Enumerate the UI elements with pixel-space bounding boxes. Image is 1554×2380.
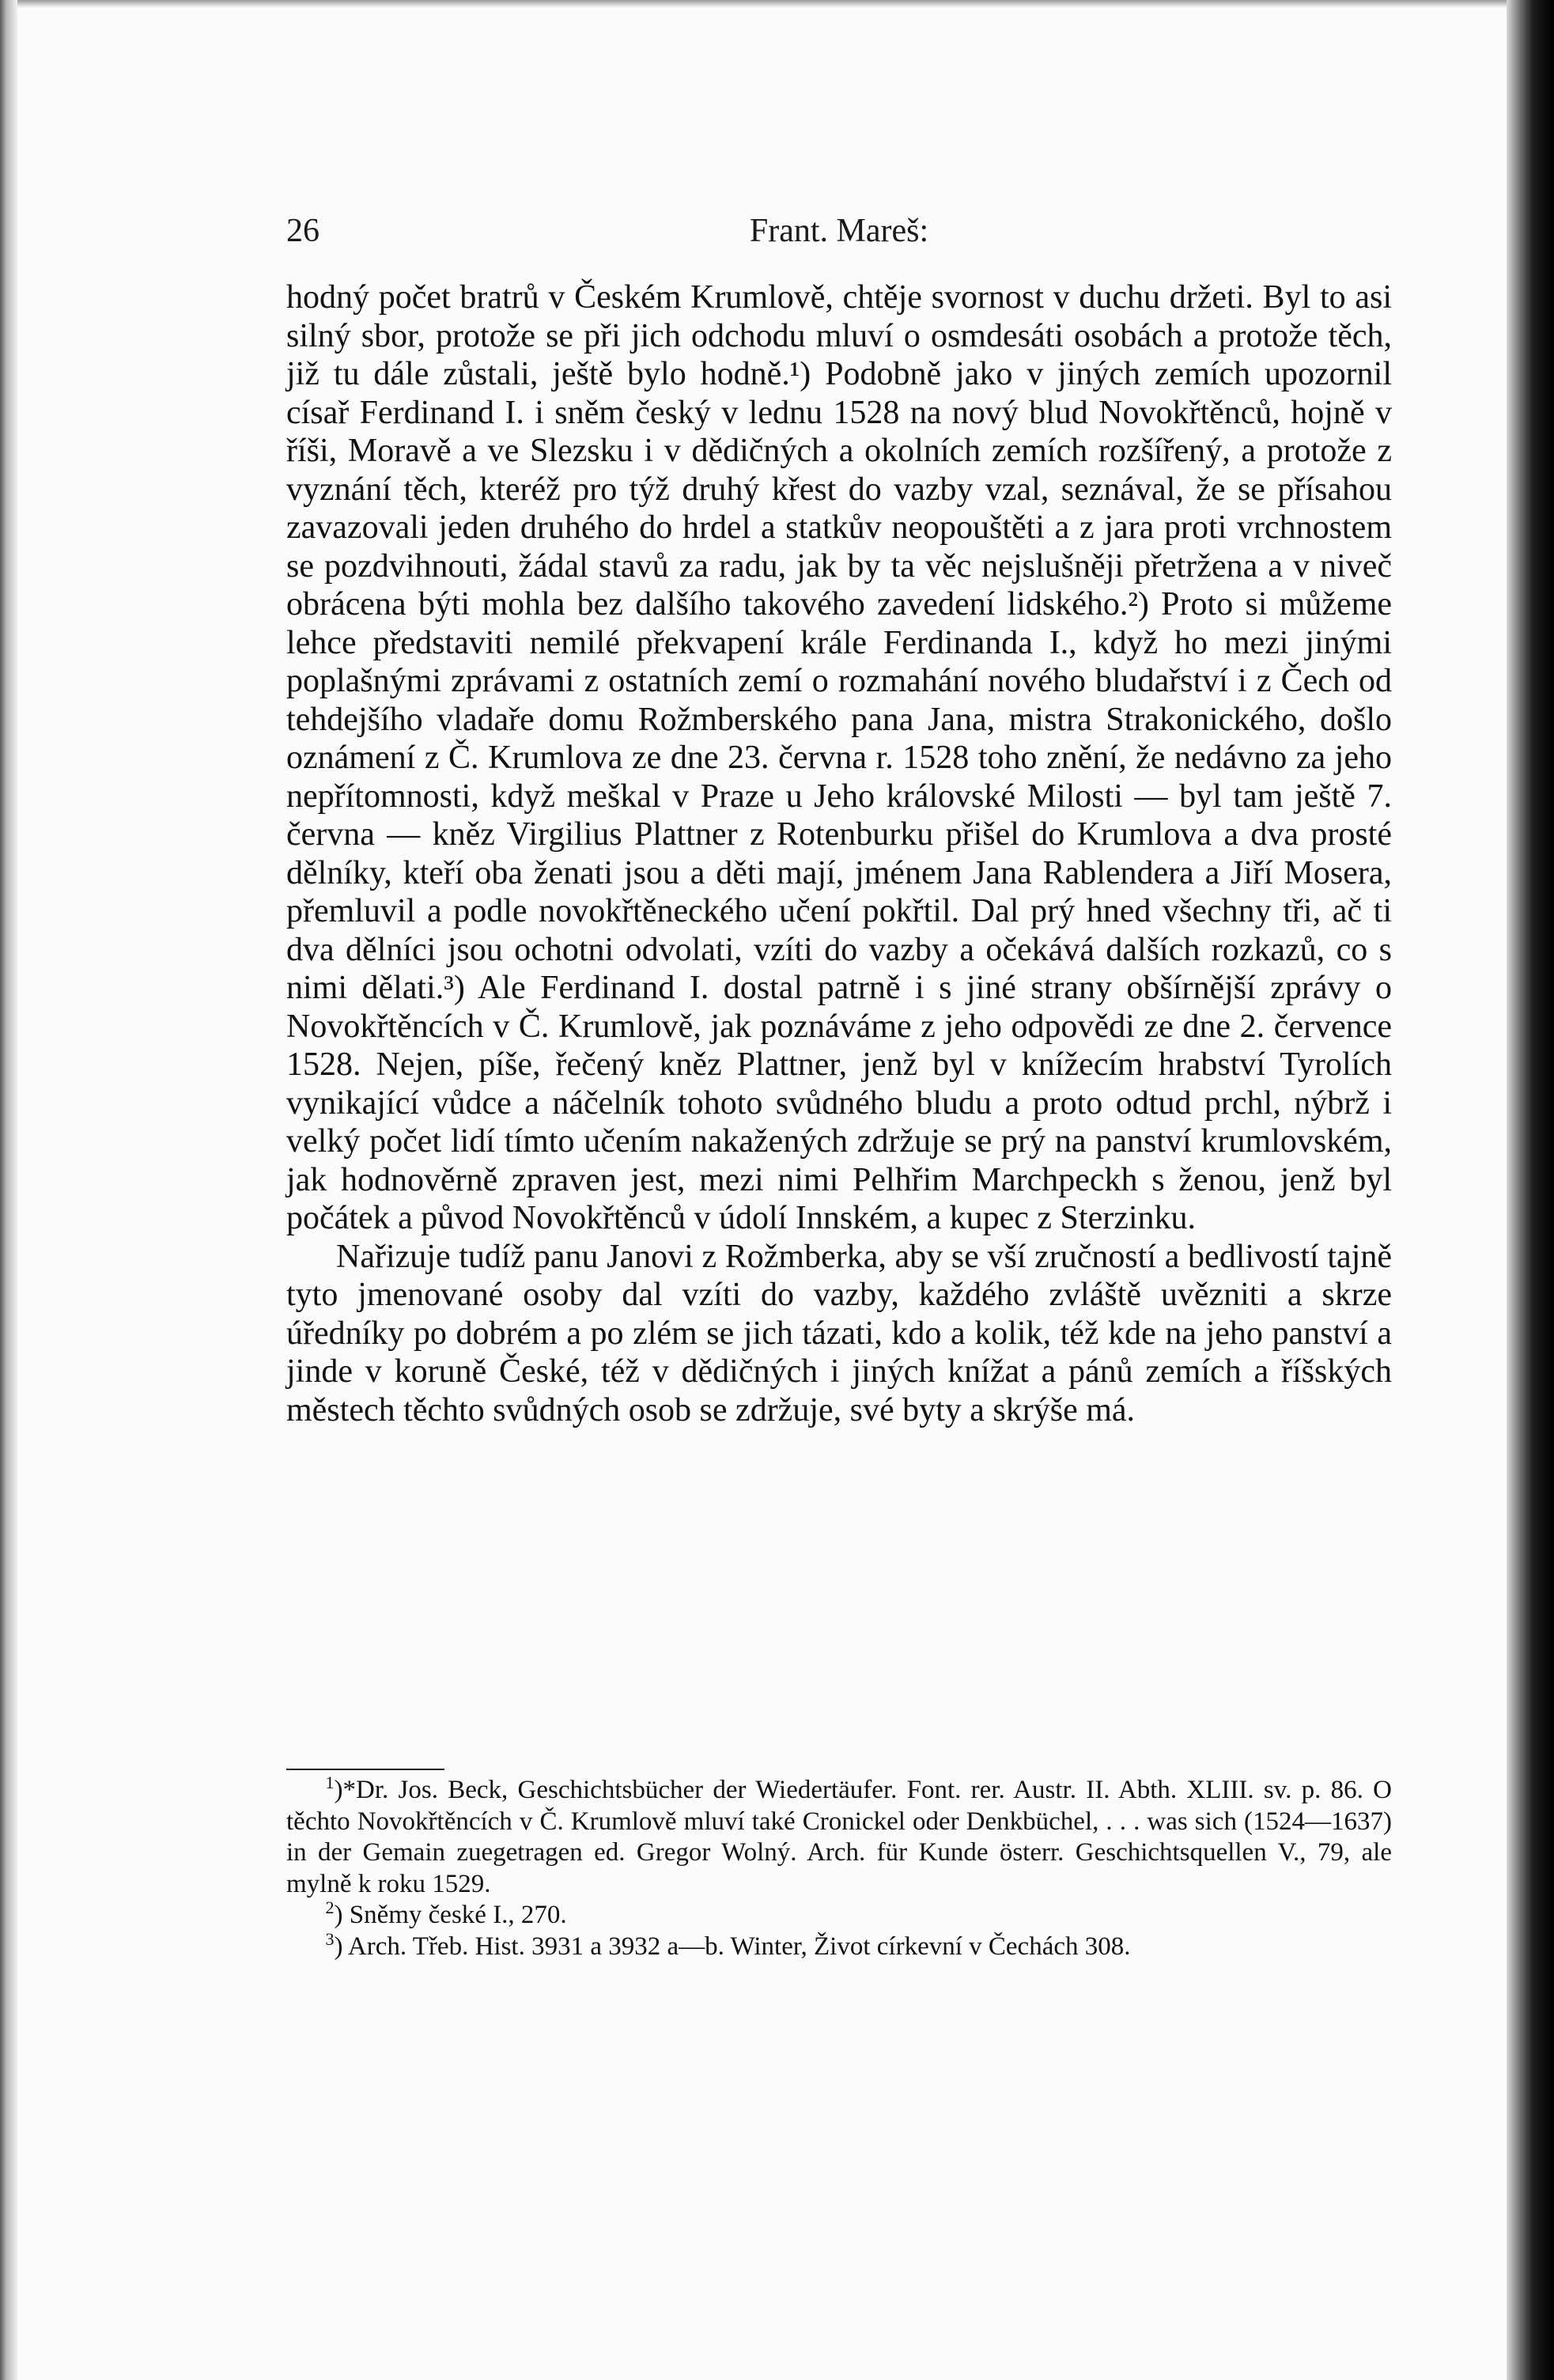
page-right-edge-shadow: [1507, 0, 1554, 2380]
footnote-mark: 3: [325, 1928, 335, 1949]
footnotes: [286, 1775, 1392, 1962]
running-head-title: Frant. Mareš:: [749, 213, 929, 249]
footnote-text: ) Sněmy české I., 270.: [334, 1901, 567, 1929]
page-top-shadow: [0, 0, 1532, 8]
main-text: [286, 278, 1392, 1429]
footnote-text: ) Arch. Třeb. Hist. 3931 a 3932 a—b. Winter, Život církevní v Čechách 308.: [334, 1932, 1131, 1961]
footnote-mark: 1: [325, 1773, 335, 1792]
footnote: [286, 1900, 1392, 1932]
running-head: [286, 212, 1392, 259]
footnote: [286, 1928, 1392, 1963]
footnote-mark: 2: [325, 1898, 335, 1917]
page-left-shadow: [0, 0, 17, 2380]
footnote-divider: [286, 1769, 444, 1770]
footnote-text: )*Dr. Jos. Beck, Geschichtsbücher der Wiedertäufer. Font. rer. Austr. II. Abth. XLIII. sv. p. 86. O těchto Novokřtěncích v Č. Krumlově mluví také Cronickel oder Denkbüchel, . . . was sich (1524—1637) in der Gemain zuegetragen ed. Gregor Wolný. Arch. für Kunde österr. Geschichtsquellen V., 79, ale mylně k roku 1529.: [286, 1776, 1392, 1898]
paragraph: Nařizuje tudíž panu Janovi z Rožmberka, aby se vší zručností a bedlivostí tajně tyto jmenované osoby dal vzíti do vazby, každého zvláště uvězniti a skrze úředníky po dobrém a po zlém se jich tázati, kdo a kolik, též kde na jeho panství a jinde v koruně České, též v dědičných i jiných knížat a pánů zemích a říšských městech těchto svůdných osob se zdržuje, své byty a skrýše má.: [286, 1238, 1392, 1428]
footnote: [286, 1775, 1392, 1900]
page-number: 26: [286, 213, 319, 249]
paragraph: hodný počet bratrů v Českém Krumlově, chtěje svornost v duchu držeti. Byl to asi silný sbor, protože se při jich odchodu mluví o osmdesáti osobách a protože těch, již tu dále zůstali, ještě bylo hodně.¹) Podobně jako v jiných zemích upozornil císař Ferdinand I. i sněm český v lednu 1528 na nový blud Novokřtěnců, hojně v říši, Moravě a ve Slezsku i v dědičných a okolních zemích rozšířený, a protože z vyznání těch, kteréž pro týž druhý křest do vazby vzal, seznával, že se přísahou zavazovali jeden druhého do hrdel a statkův neopouštěti a z jara proti vrchnostem se pozdvihnouti, žádal stavů za radu, jak by ta věc nejslušněji přetržena a v niveč obrácena býti mohla bez dalšího takového zavedení lidského.²) Proto si můžeme lehce představiti nemilé překvapení krále Ferdinanda I., když ho mezi jinými poplašnými zprávami z ostatních zemí o rozmahání nového bludařství i z Čech od tehdejšího vladaře domu Rožmberského pana Jana, mistra Strakonického, došlo oznámení z Č. Krumlova ze dne 23. června r. 1528 toho znění, že nedávno za jeho nepřítomnosti, když meškal v Praze u Jeho královské Milosti — byl tam ještě 7. června — kněz Virgilius Plattner z Rotenburku přišel do Krumlova a dva prosté dělníky, kteří oba ženati jsou a děti mají, jménem Jana Rablendera a Jiří Mosera, přemluvil a podle novokřtěneckého učení pokřtil. Dal prý hned všechny tři, ač ti dva dělníci jsou ochotni odvolati, vzíti do vazby a očekává dalších rozkazů, co s nimi dělati.³) Ale Ferdinand I. dostal patrně i s jiné strany obšírnější zprávy o Novokřtěncích v Č. Krumlově, jak poznáváme z jeho odpovědi ze dne 2. července 1528. Nejen, píše, řečený kněz Plattner, jenž byl v knížecím hrabství Tyrolích vynikající vůdce a náčelník tohoto svůdného bludu a proto odtud prchl, nýbrž i velký počet lidí tímto učením nakažených zdržuje se prý na panství krumlovském, jak hodnověrně zpraven jest, mezi nimi Pelhřim Marchpeckh s ženou, jenž byl počátek a původ Novokřtěnců v údolí Innském, a kupec z Sterzinku.: [286, 279, 1392, 1236]
